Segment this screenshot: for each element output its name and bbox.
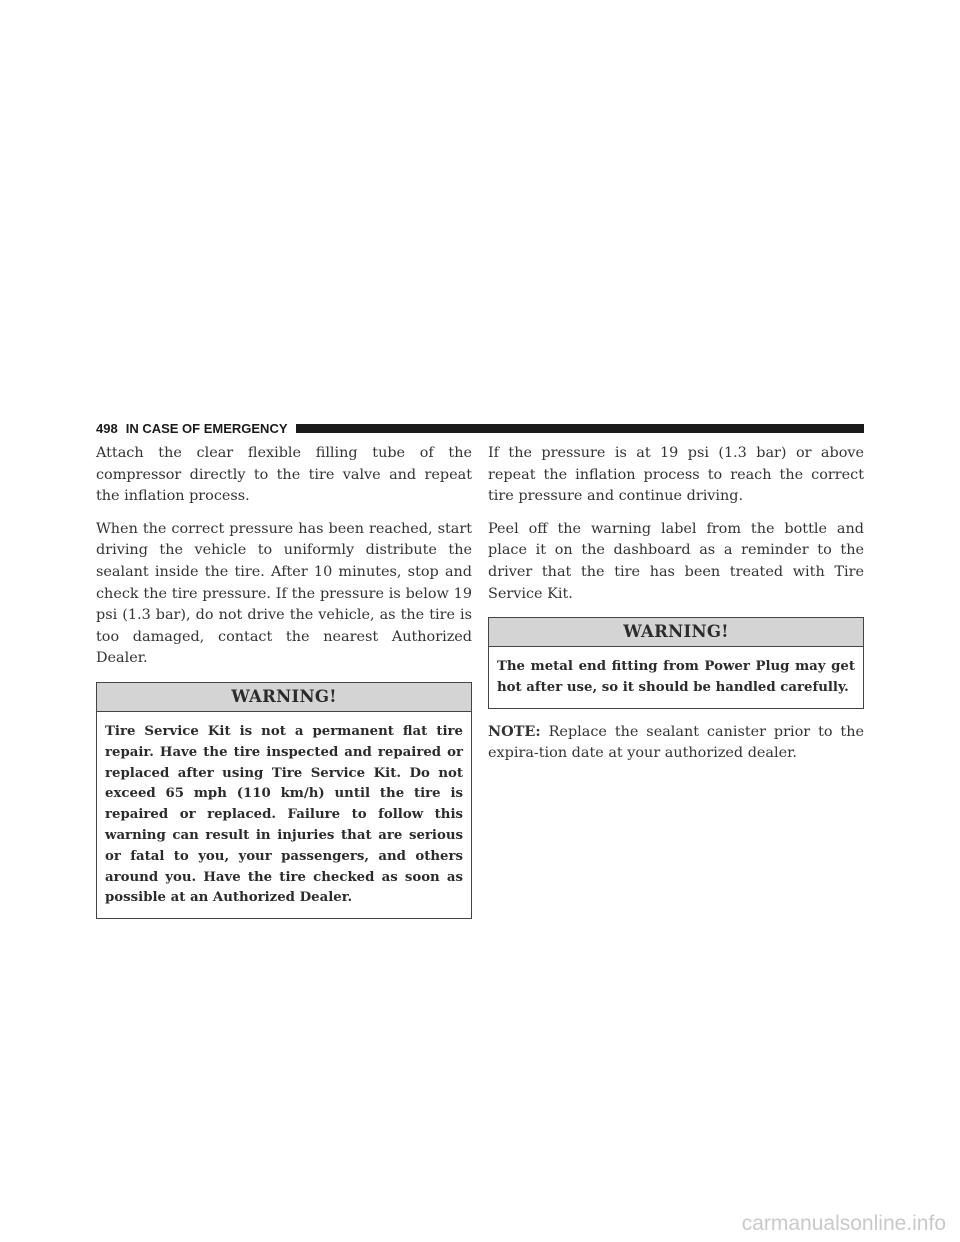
paragraph-attach-tube: Attach the clear flexible filling tube of the compressor directly to the tire valve and repeat the inflation process. bbox=[96, 445, 472, 505]
warning-body: Tire Service Kit is not a permanent flat tire repair. Have the tire inspected and repaired or replaced after using Tire Service Kit. Do not exceed 65 mph (110 km/h) until the tire is repaired or replaced. Failure to follow this warning can result in injuries that are serious or fatal to you, your passengers, and others around you. Have the tire checked as soon as possible at an Authorized Dealer. bbox=[105, 723, 463, 906]
right-column bbox=[488, 443, 864, 776]
section-title: IN CASE OF EMERGENCY bbox=[125, 420, 288, 436]
note-text: Replace the sealant canister prior to the expira-tion date at your authorized dealer. bbox=[488, 723, 864, 762]
warning-box-tire-kit bbox=[96, 682, 472, 919]
watermark: carmanualsonline.info bbox=[741, 1212, 946, 1235]
header-rule bbox=[296, 424, 865, 433]
paragraph-warning-label: Peel off the warning label from the bottle and place it on the dashboard as a reminder to the driver that the tire has been treated with Tire Service Kit. bbox=[488, 520, 864, 602]
left-column bbox=[96, 443, 472, 931]
warning-title: WARNING! bbox=[489, 618, 863, 647]
note-label: NOTE: bbox=[488, 722, 541, 740]
warning-body: The metal end fitting from Power Plug may get hot after use, so it should be handled carefully. bbox=[497, 659, 855, 695]
warning-box-power-plug bbox=[488, 617, 864, 709]
page-number: 498 bbox=[96, 420, 118, 436]
paragraph-repeat-inflation: If the pressure is at 19 psi (1.3 bar) or above repeat the inflation process to reach the correct tire pressure and continue driving. bbox=[488, 445, 864, 505]
paragraph-driving-check: When the correct pressure has been reached, start driving the vehicle to uniformly distribute the sealant inside the tire. After 10 minutes, stop and check the tire pressure. If the pressure is below 19 psi (1.3 bar), do not drive the vehicle, as the tire is too damaged, contact the nearest Authorized Dealer. bbox=[96, 520, 472, 667]
warning-title: WARNING! bbox=[97, 683, 471, 712]
page-header bbox=[96, 418, 864, 438]
note-paragraph bbox=[488, 721, 864, 765]
